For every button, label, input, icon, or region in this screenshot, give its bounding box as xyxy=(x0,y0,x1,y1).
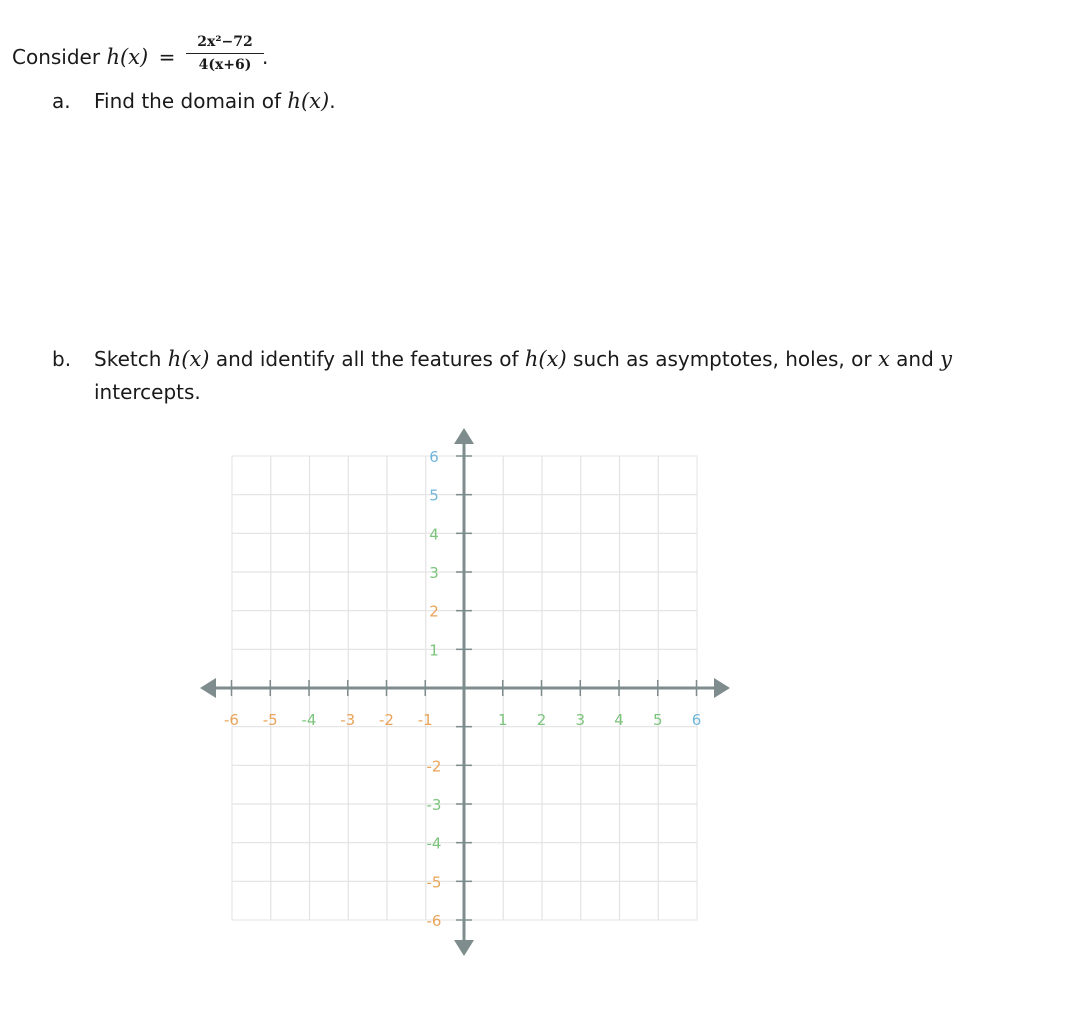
part-b-text4: and xyxy=(896,347,934,371)
y-axis-down-arrow xyxy=(454,940,474,956)
y-axis-up-arrow xyxy=(454,428,474,444)
x-tick-label: -1 xyxy=(417,711,433,729)
function-name: h(x) xyxy=(106,45,149,69)
x-tick-label: 1 xyxy=(497,711,508,729)
x-axis-right-arrow xyxy=(714,678,730,698)
y-tick-label: -4 xyxy=(426,834,442,853)
x-tick-label: 5 xyxy=(652,711,663,729)
y-tick-label: -6 xyxy=(426,912,442,930)
part-b-var-y: y xyxy=(940,347,953,371)
fraction-numerator: 2x²−72 xyxy=(197,34,253,50)
part-b-function2: h(x) xyxy=(524,347,567,371)
part-b-text1: Sketch xyxy=(94,347,162,371)
x-tick-label: -6 xyxy=(224,711,239,729)
y-tick-label: -3 xyxy=(426,796,442,814)
consider-word: Consider xyxy=(12,45,101,69)
fraction-denominator: 4(x+6) xyxy=(198,57,252,73)
y-tick-label: -2 xyxy=(426,757,442,776)
y-tick-label: 1 xyxy=(429,641,439,660)
y-tick-label: 2 xyxy=(429,602,439,621)
y-tick-label: -5 xyxy=(426,873,442,892)
y-tick-label: 5 xyxy=(429,486,439,505)
y-tick-label: 6 xyxy=(429,448,439,466)
equals-sign: = xyxy=(158,45,176,69)
part-a-text: Find the domain of xyxy=(94,89,282,113)
x-axis-left-arrow xyxy=(200,678,216,698)
x-tick-label: 3 xyxy=(575,711,586,729)
x-tick-label: -5 xyxy=(262,711,278,729)
part-a-period: . xyxy=(329,89,336,113)
y-tick-label: 3 xyxy=(429,564,439,582)
part-b-var-x: x xyxy=(877,347,890,371)
x-tick-label: -4 xyxy=(301,711,317,729)
part-b-function1: h(x) xyxy=(167,347,210,371)
part-b-text3: such as asymptotes, holes, or xyxy=(573,347,872,371)
part-b-text2: and identify all the features of xyxy=(215,347,519,371)
part-a-letter: a. xyxy=(52,89,71,113)
y-tick-label: 4 xyxy=(429,525,439,544)
part-b-line2: intercepts. xyxy=(94,380,201,404)
problem-period: . xyxy=(262,45,269,69)
x-tick-label: 6 xyxy=(691,711,702,729)
part-a-function: h(x) xyxy=(287,89,330,113)
x-tick-label: -2 xyxy=(379,711,394,729)
x-tick-label: 4 xyxy=(614,711,624,729)
x-tick-label: -3 xyxy=(340,711,356,729)
part-b-letter: b. xyxy=(52,347,72,371)
x-tick-label: 2 xyxy=(536,711,547,729)
